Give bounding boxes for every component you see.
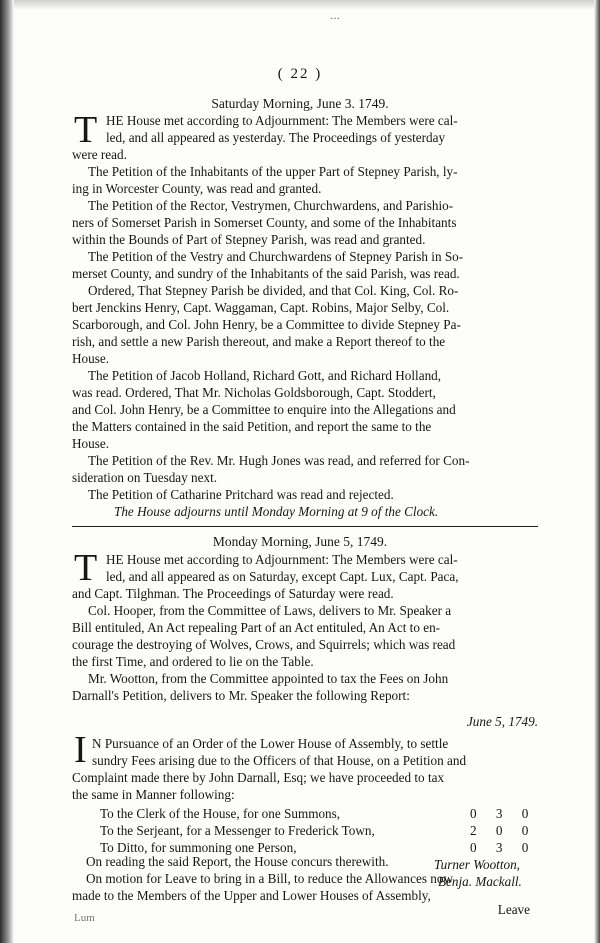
saturday-heading: Saturday Morning, June 3. 1749. [211, 96, 389, 111]
saturday-drop-cap: T [74, 109, 98, 151]
mon-line: courage the destroying of Wolves, Crows, and Squirrels; which was read [72, 637, 456, 652]
mon-line: Col. Hooper, from the Committee of Laws, delivers to Mr. Speaker a [88, 603, 452, 618]
fee-label: To the Clerk of the House, for one Summons, [100, 806, 341, 821]
monday-drop-cap: T [74, 547, 98, 589]
sat-line: The Petition of Catharine Pritchard was read and rejected. [88, 487, 394, 502]
sat-line: were read. [72, 147, 127, 162]
report-line: Complaint made there by John Darnall, Esq; we have proceeded to tax [72, 770, 445, 785]
sat-line: The Petition of Jacob Holland, Richard Gott, and Richard Holland, [88, 368, 442, 383]
top-ornament: ··· [330, 14, 340, 25]
report-line: the same in Manner following: [72, 787, 235, 802]
sat-line: Scarborough, and Col. John Henry, be a Committee to divide Stepney Pa- [72, 317, 461, 332]
mon-line: the first Time, and ordered to lie on the Table. [72, 654, 314, 669]
sat-line: merset County, and sundry of the Inhabitants of the said Parish, was read. [72, 266, 460, 281]
mon-line: and Capt. Tilghman. The Proceedings of Saturday were read. [72, 586, 394, 601]
sat-line: House. [72, 351, 109, 366]
page-number: ( 22 ) [277, 66, 323, 82]
sat-line: The Petition of the Vestry and Churchwardens of Stepney Parish in So- [88, 249, 464, 264]
sat-line: The Petition of the Inhabitants of the upper Part of Stepney Parish, ly- [88, 164, 458, 179]
fee-row [100, 806, 540, 822]
signer-name: Benja. Mackall. [438, 874, 522, 889]
fee-value: 2 0 0 [470, 823, 537, 838]
fee-label: To Ditto, for summoning one Person, [100, 840, 297, 855]
monday-heading: Monday Morning, June 5, 1749. [212, 534, 388, 549]
mon-line: led, and all appeared as on Saturday, except Capt. Lux, Capt. Paca, [106, 569, 459, 584]
signer-name: Turner Wootton, [434, 857, 520, 872]
sat-line: led, and all appeared as yesterday. The Proceedings of yesterday [106, 130, 446, 145]
sat-line: within the Bounds of Part of Stepney Parish, was read and granted. [72, 232, 426, 247]
fee-value: 0 3 0 [470, 840, 537, 855]
section-divider [72, 526, 538, 527]
adjournment-line: The House adjourns until Monday Morning at 9 of the Clock. [114, 504, 439, 519]
fee-label: To the Serjeant, for a Messenger to Frederick Town, [100, 823, 375, 838]
mon-line: Bill entituled, An Act repealing Part of an Act entituled, An Act to en- [72, 620, 441, 635]
sat-line: The Petition of the Rev. Mr. Hugh Jones was read, and referred for Con- [88, 453, 470, 468]
sat-line: the Matters contained in the said Petition, and report the same to the [72, 419, 432, 434]
sat-line: The Petition of the Rector, Vestrymen, Churchwardens, and Parishio- [88, 198, 454, 213]
sat-line: Ordered, That Stepney Parish be divided, and that Col. King, Col. Ro- [88, 283, 459, 298]
report-drop-cap: I [74, 729, 87, 771]
sat-line: and Col. John Henry, be a Committee to enquire into the Allegations and [72, 402, 456, 417]
fee-row [100, 823, 540, 839]
mon-line: Mr. Wootton, from the Committee appointed to tax the Fees on John [88, 671, 449, 686]
report-line: N Pursuance of an Order of the Lower House of Assembly, to settle [92, 736, 449, 751]
fee-value: 0 3 0 [470, 806, 537, 821]
sat-line: House. [72, 436, 109, 451]
sat-line: was read. Ordered, That Mr. Nicholas Goldsborough, Capt. Stoddert, [72, 385, 436, 400]
sat-line: ners of Somerset Parish in Somerset County, and some of the Inhabitants [72, 215, 457, 230]
sat-line: rish, and settle a new Parish thereout, and make a Report thereof to the [72, 334, 446, 349]
sat-line: HE House met according to Adjournment: The Members were cal- [106, 113, 458, 128]
sat-line: sideration on Tuesday next. [72, 470, 218, 485]
sat-line: bert Jenckins Henry, Capt. Waggaman, Capt. Robins, Major Selby, Col. [72, 300, 450, 315]
catchword: Leave [497, 902, 530, 917]
sat-line: ing in Worcester County, was read and granted. [72, 181, 322, 196]
report-date: June 5, 1749. [466, 714, 538, 729]
closing-line: On reading the said Report, the House concurs therewith. [86, 854, 389, 869]
mon-line: HE House met according to Adjournment: The Members were cal- [106, 552, 458, 567]
margin-note: Lum [74, 912, 95, 924]
closing-line: made to the Members of the Upper and Lower Houses of Assembly, [72, 888, 431, 903]
report-line: sundry Fees arising due to the Officers of that House, on a Petition and [92, 753, 467, 768]
mon-line: Darnall's Petition, delivers to Mr. Speaker the following Report: [72, 688, 410, 703]
closing-line: On motion for Leave to bring in a Bill, to reduce the Allowances now [86, 871, 453, 886]
